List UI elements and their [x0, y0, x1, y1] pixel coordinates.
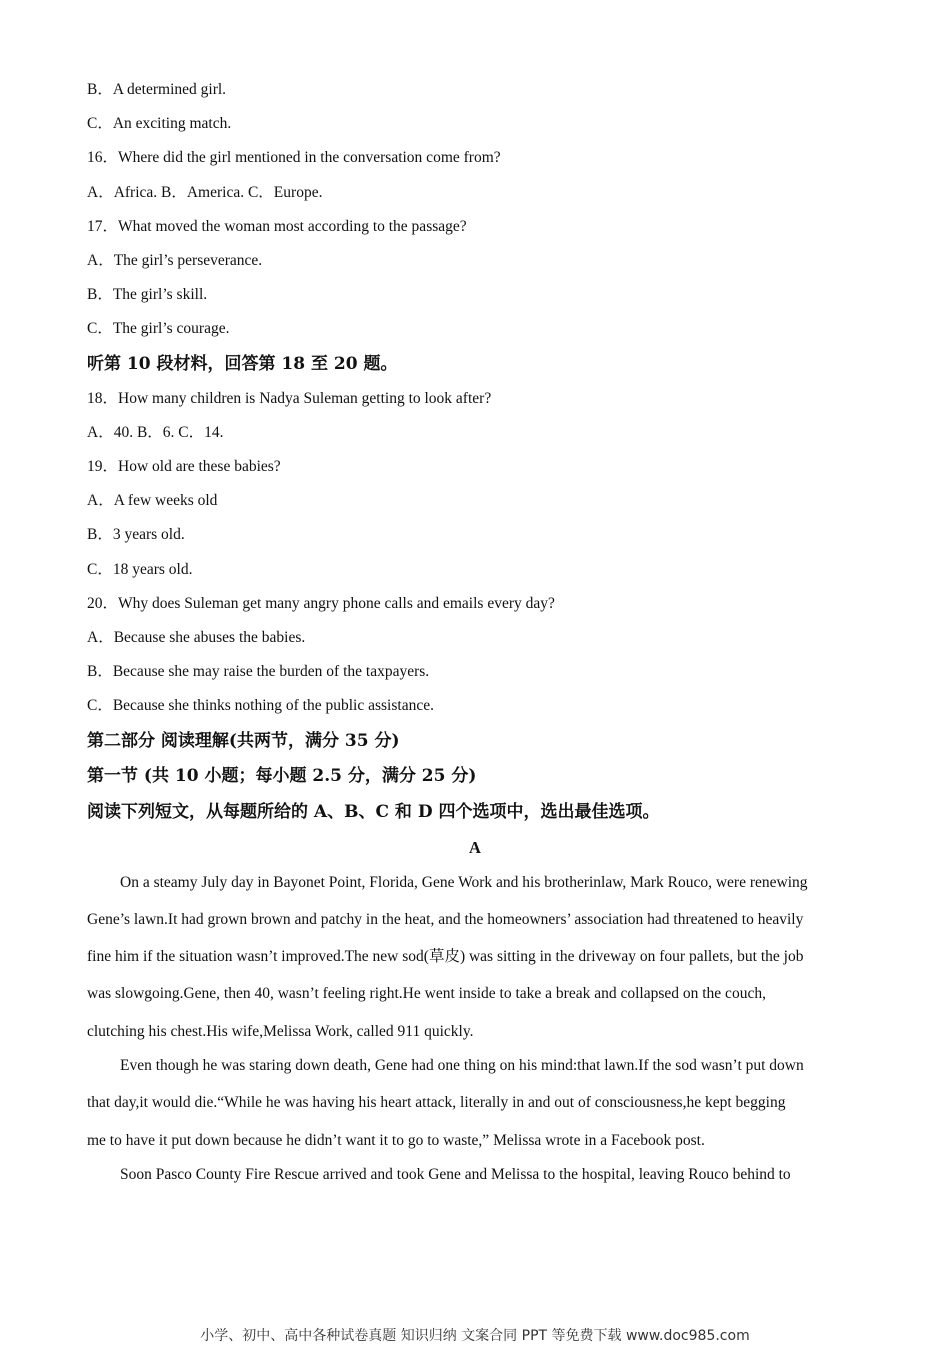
- page-footer: 小学、初中、高中各种试卷真题 知识归纳 文案合同 PPT 等免费下载 www.doc985.com: [200, 1328, 750, 1344]
- section10-heading: 听第 10 段材料，回答第 18 至 20 题。: [87, 354, 398, 374]
- q15-option-c: C．An exciting match.: [87, 115, 232, 132]
- q19-option-b: B．3 years old.: [87, 526, 185, 543]
- q20-question: 20．Why does Suleman get many angry phone calls and emails every day?: [87, 595, 555, 612]
- paragraph1-line: Gene’s lawn.It had grown brown and patchy in the heat, and the homeowners’ association had threatened to heavily: [87, 911, 804, 928]
- passage-title: A: [469, 838, 481, 857]
- q16-options: A．Africa. B．America. C．Europe.: [87, 184, 323, 201]
- q16-question: 16．Where did the girl mentioned in the conversation come from?: [87, 149, 501, 166]
- q19-option-a: A．A few weeks old: [87, 492, 218, 509]
- reading-instruction: 阅读下列短文，从每题所给的 A、B、C 和 D 四个选项中，选出最佳选项。: [87, 802, 660, 822]
- q20-option-b: B．Because she may raise the burden of the taxpayers.: [87, 663, 430, 680]
- paragraph1-line: clutching his chest.His wife,Melissa Work, called 911 quickly.: [87, 1023, 474, 1040]
- paragraph1-line: was slowgoing.Gene, then 40, wasn’t feeling right.He went inside to take a break and collapsed on the couch,: [87, 985, 766, 1002]
- q20-option-a: A．Because she abuses the babies.: [87, 629, 306, 646]
- q18-question: 18．How many children is Nadya Suleman getting to look after?: [87, 390, 492, 407]
- paragraph2-line: me to have it put down because he didn’t want it to go to waste,” Melissa wrote in a Facebook post.: [87, 1132, 705, 1149]
- q17-option-c: C．The girl’s courage.: [87, 320, 230, 337]
- paragraph1-line: fine him if the situation wasn’t improved.The new sod(草皮) was sitting in the driveway on four pallets, but the job: [87, 948, 804, 965]
- paragraph3-line: Soon Pasco County Fire Rescue arrived and took Gene and Melissa to the hospital, leaving Rouco behind to: [120, 1166, 791, 1183]
- q17-question: 17．What moved the woman most according to the passage?: [87, 218, 467, 235]
- paragraph2-line: Even though he was staring down death, Gene had one thing on his mind:that lawn.If the sod wasn’t put down: [120, 1057, 804, 1074]
- paragraph1-line: On a steamy July day in Bayonet Point, Florida, Gene Work and his brotherinlaw, Mark Rouco, were renewing: [120, 874, 808, 891]
- part2-heading: 第二部分 阅读理解(共两节，满分 35 分): [87, 731, 400, 751]
- paragraph2-line: that day,it would die.“While he was having his heart attack, literally in and out of consciousness,he kept begging: [87, 1094, 786, 1111]
- q17-option-b: B．The girl’s skill.: [87, 286, 208, 303]
- q18-options: A．40. B．6. C．14.: [87, 424, 224, 441]
- q19-question: 19．How old are these babies?: [87, 458, 281, 475]
- q20-option-c: C．Because she thinks nothing of the public assistance.: [87, 697, 434, 714]
- q15-option-b: B．A determined girl.: [87, 81, 227, 98]
- section1-heading: 第一节 (共 10 小题；每小题 2.5 分，满分 25 分): [87, 766, 477, 786]
- q19-option-c: C．18 years old.: [87, 561, 193, 578]
- q17-option-a: A．The girl’s perseverance.: [87, 252, 263, 269]
